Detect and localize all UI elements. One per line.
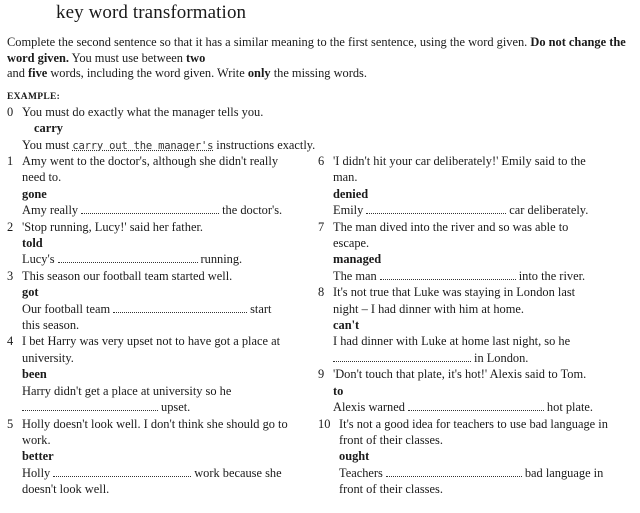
answer-blank[interactable] <box>386 466 522 477</box>
key-word: ought <box>339 449 370 464</box>
question-7: 7 The man dived into the river and so was able to escape. managed The man into the river. <box>318 219 618 285</box>
answer-blank[interactable] <box>58 252 198 263</box>
question-9: 9 'Don't touch that plate, it's hot!' Alexis said to Tom. to Alexis warned hot plate. <box>318 366 618 415</box>
key-word: better <box>22 449 54 464</box>
question-5: 5 Holly doesn't look well. I don't think she should go to work. better Holly work because she doesn't look well. <box>7 416 307 498</box>
answer-blank[interactable] <box>22 400 158 411</box>
example-label: EXAMPLE: <box>7 92 61 102</box>
example-key-word: carry <box>34 121 63 136</box>
answer-blank[interactable] <box>113 302 247 313</box>
example-answer: You must carry out the manager's instructions exactly. <box>22 137 316 152</box>
example-item: 0 You must do exactly what the manager tells you. carry You must carry out the manager's instructions exactly. <box>7 104 627 154</box>
answer-blank[interactable] <box>333 351 471 362</box>
example-handwritten-answer: carry out the manager's <box>72 139 214 152</box>
question-8: 8 It's not true that Luke was staying in London last night – I had dinner with him at home. can't I had dinner with Luke at home last night, so he in London. <box>318 284 618 366</box>
example-sentence: You must do exactly what the manager tells you. <box>22 105 264 119</box>
left-column <box>7 153 307 498</box>
key-word: told <box>22 236 43 251</box>
question-6: 6 'I didn't hit your car deliberately!' Emily said to the man. denied Emily car deliberately. <box>318 153 618 219</box>
answer-blank[interactable] <box>53 466 191 477</box>
question-10: 10 It's not a good idea for teachers to use bad language in front of their classes. ought Teachers bad language in front of their classes. <box>318 416 618 498</box>
answer-blank[interactable] <box>380 269 516 280</box>
answer-blank[interactable] <box>366 203 506 214</box>
page-title: key word transformation <box>56 2 247 23</box>
question-3: 3 This season our football team started well. got Our football team start this season. <box>7 268 307 334</box>
key-word: can't <box>333 318 360 333</box>
key-word: got <box>22 285 39 300</box>
answer-blank[interactable] <box>81 203 219 214</box>
key-word: managed <box>333 252 382 267</box>
key-word: been <box>22 367 47 382</box>
key-word: to <box>333 383 344 398</box>
question-1: 1 Amy went to the doctor's, although she didn't really need to. gone Amy really the doctor's. <box>7 153 307 219</box>
instructions: Complete the second sentence so that it has a similar meaning to the first sentence, using the word given. Do not change the word given. You must use between two and five words, including the word given. Write only the missing words. <box>7 35 626 80</box>
key-word: gone <box>22 186 47 201</box>
question-4: 4 I bet Harry was very upset not to have got a place at university. been Harry didn't get a place at university so he upset. <box>7 333 307 415</box>
answer-blank[interactable] <box>408 400 544 411</box>
question-2: 2 'Stop running, Lucy!' said her father. told Lucy's running. <box>7 219 307 268</box>
right-column <box>318 153 618 498</box>
key-word: denied <box>333 186 369 201</box>
